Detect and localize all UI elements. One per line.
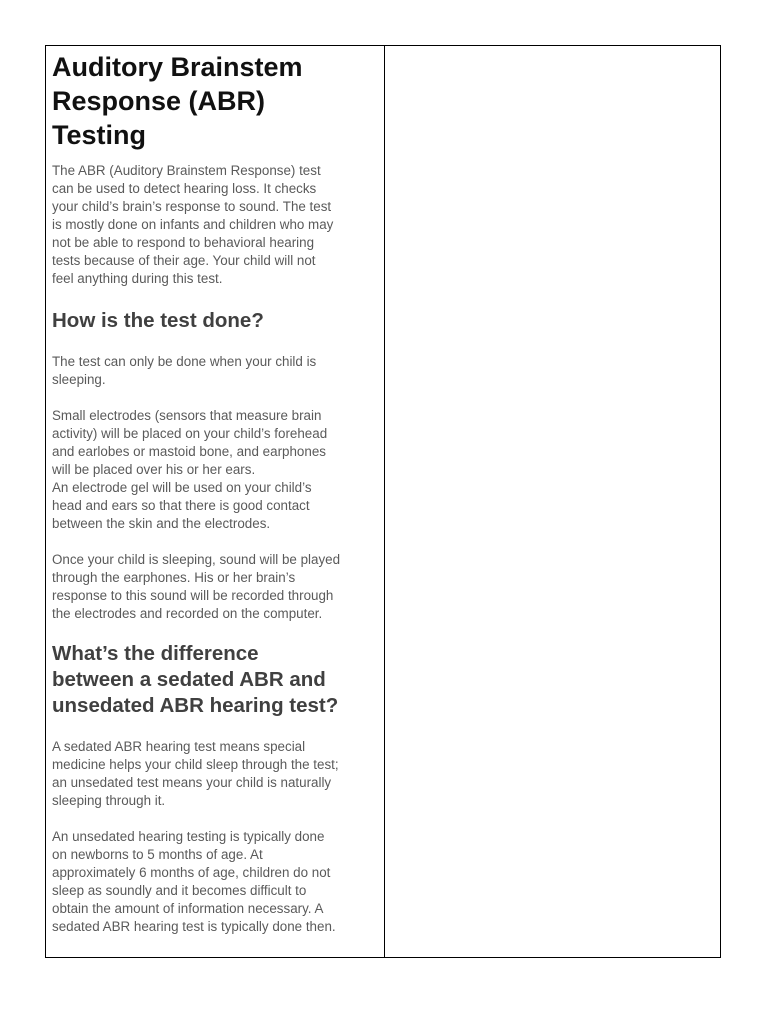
left-column <box>46 46 385 957</box>
section-heading-difference: What’s the difference between a sedated ABR and unsedated ABR hearing test? <box>52 642 339 717</box>
right-column <box>385 46 720 957</box>
content-table <box>45 45 721 958</box>
intro-paragraph: The ABR (Auditory Brainstem Response) test can be used to detect hearing loss. It checks your child’s brain’s response to sound. The test is mostly done on infants and children who may not be able to respond to behavioral hearing tests because of their age. Your child will not feel anything during this test. <box>52 163 334 286</box>
difference-paragraph-1: A sedated ABR hearing test means special medicine helps your child sleep through the test; an unsedated test means your child is naturally sleeping through it. <box>52 739 339 808</box>
how-paragraph-1: The test can only be done when your child is sleeping. <box>52 354 317 387</box>
document-title: Auditory Brainstem Response (ABR) Testing <box>52 52 303 150</box>
how-paragraph-3: Once your child is sleeping, sound will be played through the earphones. His or her brain’s response to this sound will be recorded through the electrodes and recorded on the computer. <box>52 552 341 621</box>
how-paragraph-2: Small electrodes (sensors that measure brain activity) will be placed on your child’s forehead and earlobes or mastoid bone, and earphones will be placed over his or her ears. An electrode gel will be used on your child’s head and ears so that there is good contact between the skin and the electrodes. <box>52 408 328 531</box>
difference-paragraph-2: An unsedated hearing testing is typically done on newborns to 5 months of age. At approximately 6 months of age, children do not sleep as soundly and it becomes difficult to obtain the amount of information necessary. A sedated ABR hearing test is typically done then. <box>52 829 336 934</box>
section-heading-how: How is the test done? <box>52 309 264 332</box>
